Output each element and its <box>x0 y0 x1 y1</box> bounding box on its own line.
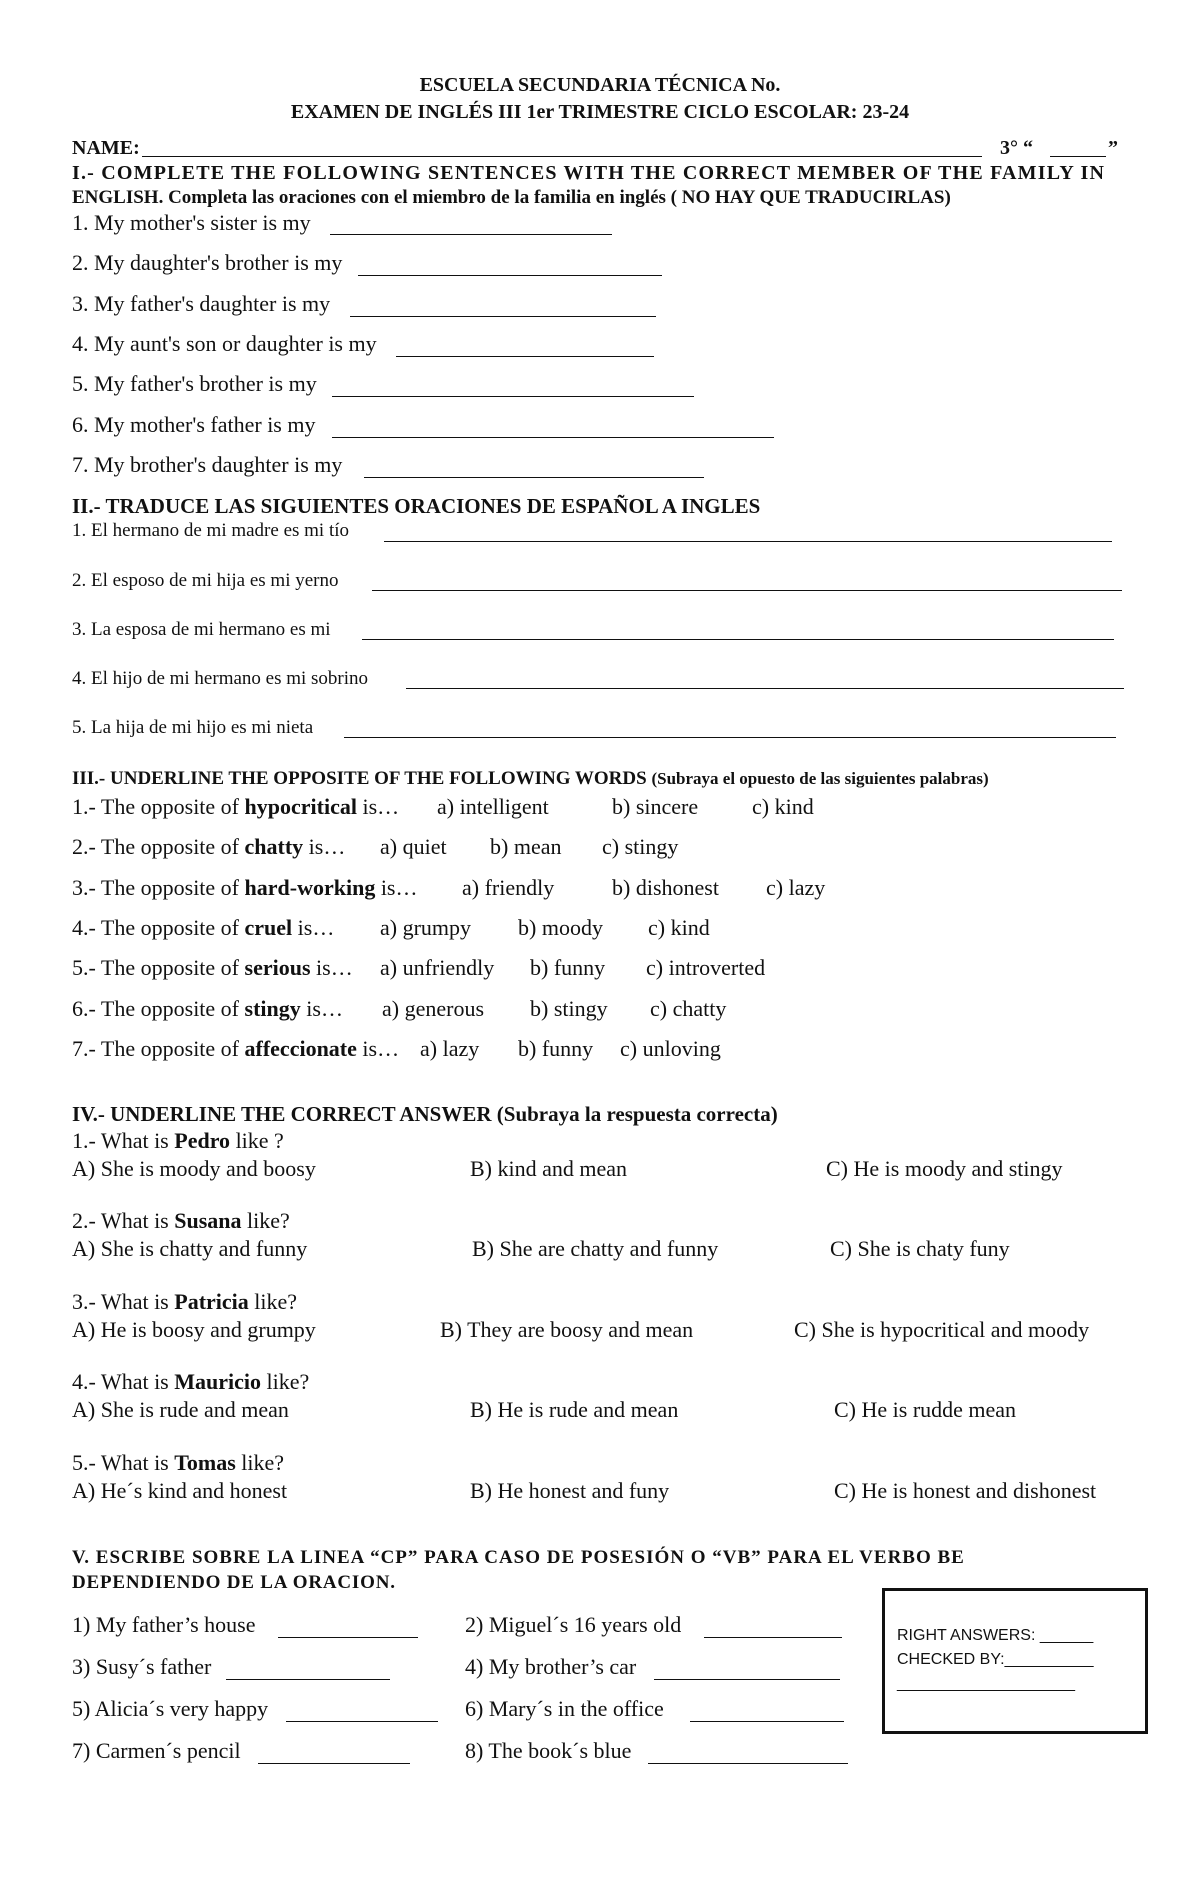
s5-sentence: 3) Susy´s father <box>72 1654 212 1679</box>
s3-keyword: hard-working <box>244 875 376 900</box>
s5-answer-line[interactable] <box>648 1763 848 1764</box>
s3-option-c[interactable]: c) kind <box>648 915 710 940</box>
s3-question-prefix: 2.- The opposite of <box>72 834 245 859</box>
s3-option-b[interactable]: b) funny <box>518 1036 594 1061</box>
s4-option-c[interactable]: C) She is hypocritical and moody <box>794 1317 1090 1342</box>
s4-question <box>72 1208 290 1234</box>
s3-option-b[interactable]: b) dishonest <box>612 875 719 900</box>
s2-item-4: 4. El hijo de mi hermano es mi sobrino <box>72 668 369 689</box>
s3-question-suffix: is… <box>356 794 400 819</box>
s2-answer-line-1[interactable] <box>384 541 1112 542</box>
s3-question-prefix: 1.- The opposite of <box>72 794 245 819</box>
s3-question-suffix: is… <box>300 996 343 1021</box>
s3-question-suffix: is… <box>292 915 335 940</box>
s2-answer-line-3[interactable] <box>362 639 1114 640</box>
s4-question-suffix: like? <box>241 1208 290 1233</box>
s3-question-prefix: 7.- The opposite of <box>72 1036 245 1061</box>
s4-question-suffix: like? <box>235 1450 285 1475</box>
s5-sentence: 8) The book´s blue <box>465 1738 632 1763</box>
s3-option-a[interactable]: a) grumpy <box>380 915 472 940</box>
s4-option-a[interactable]: A) He is boosy and grumpy <box>72 1317 316 1342</box>
s5-sentence: 1) My father’s house <box>72 1612 256 1637</box>
s5-answer-line[interactable] <box>226 1679 390 1680</box>
s4-question <box>72 1369 309 1395</box>
s5-sentence: 6) Mary´s in the office <box>465 1696 664 1721</box>
name-line[interactable] <box>142 156 982 157</box>
s2-answer-line-2[interactable] <box>372 590 1122 591</box>
s3-question <box>72 834 345 860</box>
s4-question-suffix: like? <box>248 1289 298 1314</box>
grade-close: ” <box>1108 137 1118 159</box>
s5-sentence: 4) My brother’s car <box>465 1654 637 1679</box>
right-answers-label: RIGHT ANSWERS: ______ <box>897 1627 1094 1644</box>
s3-option-a[interactable]: a) generous <box>382 996 485 1021</box>
s3-option-c[interactable]: c) introverted <box>646 955 766 980</box>
s4-person-name: Susana <box>174 1208 242 1233</box>
s5-sentence: 5) Alicia´s very happy <box>72 1696 269 1721</box>
s4-question-suffix: like? <box>261 1369 310 1394</box>
grade-label: 3° “ <box>1000 137 1033 159</box>
s1-item-1: 1. My mother's sister is my <box>72 210 311 235</box>
s1-item-6: 6. My mother's father is my <box>72 412 316 437</box>
s3-option-b[interactable]: b) sincere <box>612 794 699 819</box>
s5-answer-line[interactable] <box>704 1637 842 1638</box>
s3-option-c[interactable]: c) unloving <box>620 1036 721 1061</box>
s1-item-2: 2. My daughter's brother is my <box>72 250 343 275</box>
s2-answer-line-5[interactable] <box>344 737 1116 738</box>
s3-question-suffix: is… <box>356 1036 400 1061</box>
s3-option-b[interactable]: b) funny <box>530 955 606 980</box>
s5-answer-line[interactable] <box>690 1721 844 1722</box>
s3-option-a[interactable]: a) lazy <box>420 1036 480 1061</box>
s4-option-a[interactable]: A) She is rude and mean <box>72 1397 289 1422</box>
s1-answer-line-1[interactable] <box>330 234 612 235</box>
name-label: NAME: <box>72 137 140 159</box>
s2-item-2: 2. El esposo de mi hija es mi yerno <box>72 570 339 591</box>
s1-item-3: 3. My father's daughter is my <box>72 291 331 316</box>
s3-keyword: cruel <box>244 915 293 940</box>
s3-option-c[interactable]: c) stingy <box>602 834 679 859</box>
s1-answer-line-6[interactable] <box>332 437 774 438</box>
s3-question <box>72 915 334 941</box>
s4-person-name: Pedro <box>174 1128 231 1153</box>
s4-person-name: Patricia <box>174 1289 249 1314</box>
s4-option-c[interactable]: C) He is honest and dishonest <box>834 1478 1097 1503</box>
s4-option-b[interactable]: B) They are boosy and mean <box>440 1317 694 1342</box>
s3-option-a[interactable]: a) intelligent <box>437 794 549 819</box>
s3-question-prefix: 5.- The opposite of <box>72 955 245 980</box>
section1-title: I.- COMPLETE THE FOLLOWING SENTENCES WITH THE CORRECT MEMBER OF THE FAMILY IN <box>72 162 1106 184</box>
s3-option-b[interactable]: b) stingy <box>530 996 608 1021</box>
section2-title: II.- TRADUCE LAS SIGUIENTES ORACIONES DE ESPAÑOL A INGLES <box>72 494 761 518</box>
s3-question <box>72 955 353 981</box>
s1-item-5: 5. My father's brother is my <box>72 371 317 396</box>
s1-answer-line-2[interactable] <box>358 275 662 276</box>
checked-by-label: CHECKED BY:__________ <box>897 1651 1094 1668</box>
s3-option-a[interactable]: a) unfriendly <box>380 955 495 980</box>
s2-item-1: 1. El hermano de mi madre es mi tío <box>72 520 350 541</box>
checked-by-line: ____________________ <box>897 1675 1075 1692</box>
s4-option-a[interactable]: A) She is moody and boosy <box>72 1156 316 1181</box>
s1-item-7: 7. My brother's daughter is my <box>72 452 343 477</box>
s3-question <box>72 794 399 820</box>
s3-option-b[interactable]: b) moody <box>518 915 603 940</box>
s1-answer-line-7[interactable] <box>364 477 704 478</box>
s1-answer-line-3[interactable] <box>350 316 656 317</box>
s4-option-a[interactable]: A) He´s kind and honest <box>72 1478 288 1503</box>
section1-subtitle: ENGLISH. Completa las oraciones con el miembro de la familia en inglés ( NO HAY QUE TRADUCIRLAS) <box>72 187 951 208</box>
s3-question <box>72 1036 399 1062</box>
s5-sentence: 7) Carmen´s pencil <box>72 1738 241 1763</box>
s3-keyword: hypocritical <box>244 794 357 819</box>
s5-answer-line[interactable] <box>258 1763 410 1764</box>
s3-keyword: affeccionate <box>244 1036 357 1061</box>
s3-option-c[interactable]: c) chatty <box>650 996 727 1021</box>
school-name: ESCUELA SECUNDARIA TÉCNICA No. <box>419 74 781 96</box>
s3-option-a[interactable]: a) friendly <box>462 875 555 900</box>
s4-option-c[interactable]: C) She is chaty funy <box>830 1236 1010 1261</box>
s2-item-5: 5. La hija de mi hijo es mi nieta <box>72 717 314 738</box>
s4-question <box>72 1128 284 1154</box>
s4-question-prefix: 1.- What is <box>72 1128 175 1153</box>
section3-title-en: III.- UNDERLINE THE OPPOSITE OF THE FOLLOWING WORDS <box>72 768 647 789</box>
section5-title: V. ESCRIBE SOBRE LA LINEA “CP” PARA CASO DE POSESIÓN O “VB” PARA EL VERBO BE <box>72 1547 965 1568</box>
s3-option-c[interactable]: c) kind <box>752 794 814 819</box>
score-box <box>882 1588 1148 1734</box>
s3-question <box>72 996 343 1022</box>
s3-question-suffix: is… <box>375 875 418 900</box>
section3-title-es: (Subraya el opuesto de las siguientes palabras) <box>651 769 989 788</box>
s3-option-b[interactable]: b) mean <box>490 834 562 859</box>
s4-option-a[interactable]: A) She is chatty and funny <box>72 1236 308 1261</box>
s3-keyword: chatty <box>244 834 304 859</box>
s4-option-b[interactable]: B) She are chatty and funny <box>472 1236 719 1261</box>
s1-item-4: 4. My aunt's son or daughter is my <box>72 331 377 356</box>
s3-question-prefix: 4.- The opposite of <box>72 915 245 940</box>
s5-answer-line[interactable] <box>286 1721 438 1722</box>
s4-question <box>72 1450 284 1476</box>
s4-option-b[interactable]: B) He honest and funy <box>470 1478 670 1503</box>
s4-option-b[interactable]: B) kind and mean <box>470 1156 628 1181</box>
s5-sentence: 2) Miguel´s 16 years old <box>465 1612 682 1637</box>
s3-question-prefix: 6.- The opposite of <box>72 996 245 1021</box>
section5-subtitle: DEPENDIENDO DE LA ORACION. <box>72 1572 396 1593</box>
exam-title: EXAMEN DE INGLÉS III 1er TRIMESTRE CICLO ESCOLAR: 23-24 <box>290 101 910 123</box>
s4-question-suffix: like ? <box>230 1128 284 1153</box>
s4-person-name: Mauricio <box>174 1369 262 1394</box>
s1-answer-line-5[interactable] <box>332 396 694 397</box>
s3-question-prefix: 3.- The opposite of <box>72 875 245 900</box>
s4-person-name: Tomas <box>174 1450 236 1475</box>
s4-option-c[interactable]: C) He is rudde mean <box>834 1397 1017 1422</box>
s4-question-prefix: 3.- What is <box>72 1289 175 1314</box>
s2-item-3: 3. La esposa de mi hermano es mi <box>72 619 331 640</box>
s5-answer-line[interactable] <box>278 1637 418 1638</box>
s3-option-c[interactable]: c) lazy <box>766 875 826 900</box>
s5-answer-line[interactable] <box>654 1679 840 1680</box>
section4-title: IV.- UNDERLINE THE CORRECT ANSWER (Subraya la respuesta correcta) <box>72 1102 778 1126</box>
s3-question <box>72 875 418 901</box>
s4-question-prefix: 2.- What is <box>72 1208 175 1233</box>
s3-question-suffix: is… <box>310 955 353 980</box>
s4-question <box>72 1289 297 1315</box>
s4-question-prefix: 5.- What is <box>72 1450 175 1475</box>
section3-title <box>72 766 989 792</box>
s3-option-a[interactable]: a) quiet <box>380 834 447 859</box>
s1-answer-line-4[interactable] <box>396 356 654 357</box>
s4-option-b[interactable]: B) He is rude and mean <box>470 1397 679 1422</box>
s3-keyword: stingy <box>244 996 301 1021</box>
grade-line[interactable] <box>1050 156 1106 157</box>
s3-question-suffix: is… <box>303 834 346 859</box>
s4-option-c[interactable]: C) He is moody and stingy <box>826 1156 1063 1181</box>
s3-keyword: serious <box>244 955 311 980</box>
s2-answer-line-4[interactable] <box>406 688 1124 689</box>
s4-question-prefix: 4.- What is <box>72 1369 175 1394</box>
